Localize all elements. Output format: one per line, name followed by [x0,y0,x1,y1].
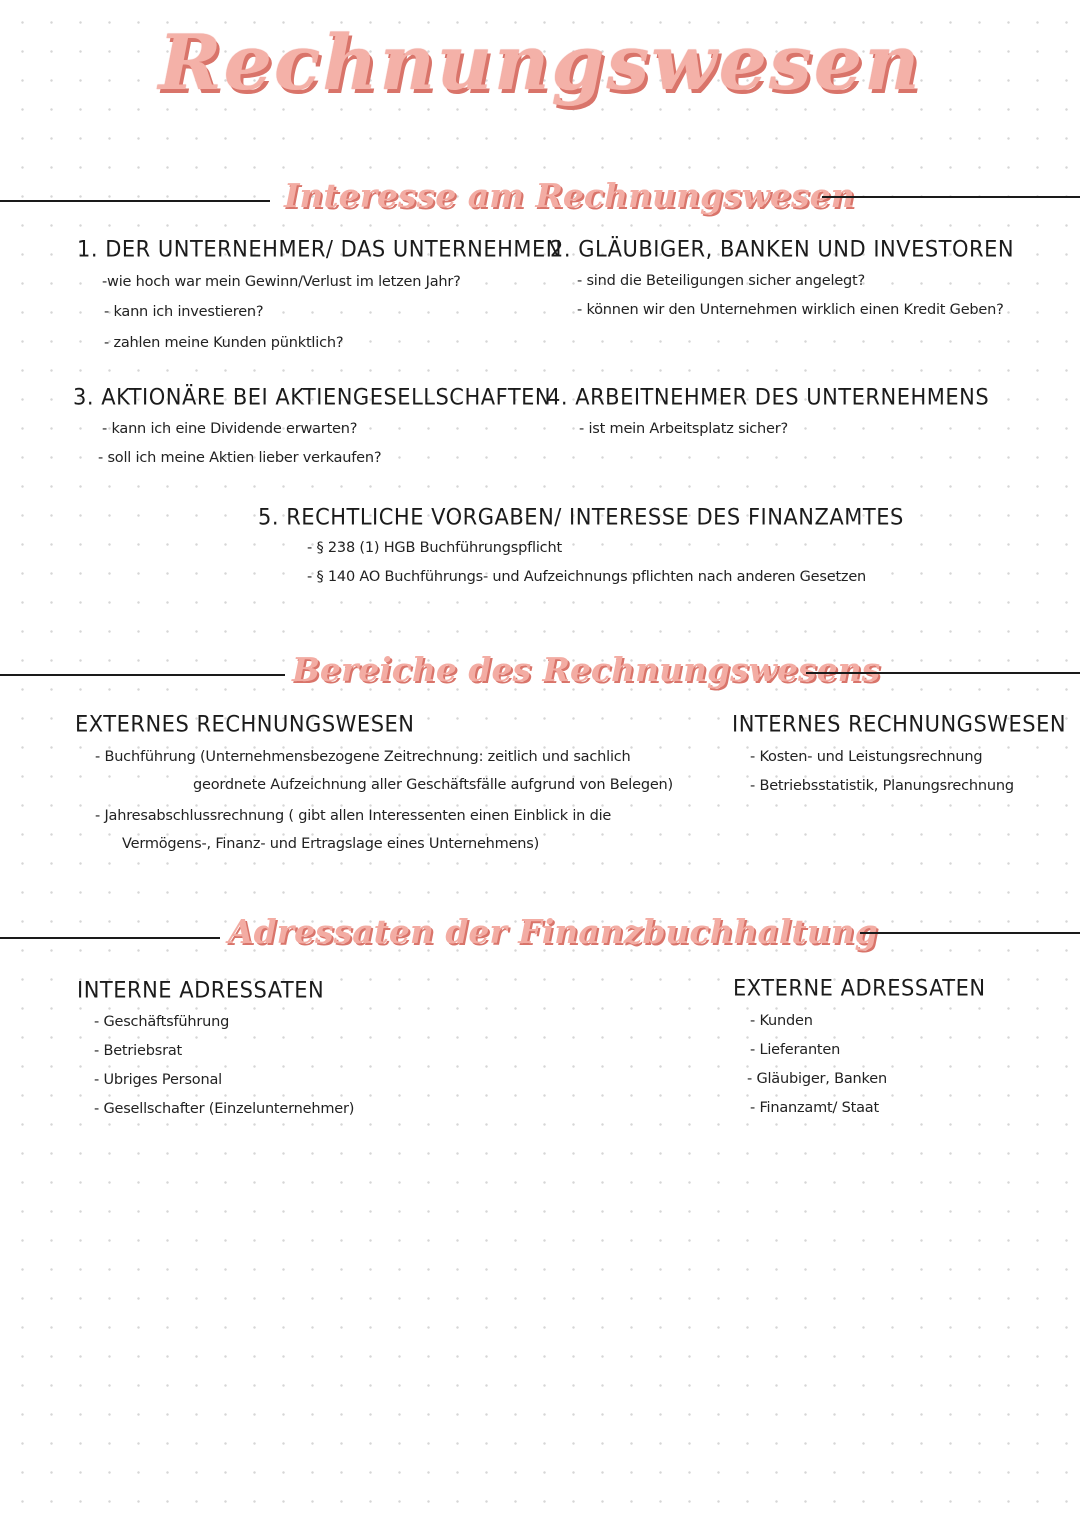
section-title-bereiche: Bereiche des Rechnungswesens [292,650,881,689]
group-heading-aktionaere: 3. AKTIONÄRE BEI AKTIENGESELLSCHAFTEN [73,384,552,410]
section-divider-right [806,672,1080,674]
page-title: Rechnungswesen [158,18,922,107]
list-item: - Gläubiger, Banken [747,1071,887,1087]
group-heading-rechtliche-vorgaben: 5. RECHTLICHE VORGABEN/ INTERESSE DES FINANZAMTES [258,504,904,530]
list-item: - können wir den Unternehmen wirklich einen Kredit Geben? [577,302,1004,318]
list-item: - sind die Beteiligungen sicher angelegt? [577,273,866,289]
list-item: - Lieferanten [750,1042,841,1058]
list-item: - Ubriges Personal [94,1072,222,1088]
heading-externe-adressaten: EXTERNE ADRESSATEN [733,975,986,1001]
section-title-adressaten: Adressaten der Finanzbuchhaltung [228,912,878,951]
list-item: - soll ich meine Aktien lieber verkaufen? [98,450,382,466]
list-item: Vermögens-, Finanz- und Ertragslage eines Unternehmens) [122,836,540,852]
list-item: - § 238 (1) HGB Buchführungspflicht [307,540,562,556]
list-item: -wie hoch war mein Gewinn/Verlust im letzen Jahr? [102,274,461,290]
group-heading-unternehmer: 1. DER UNTERNEHMER/ DAS UNTERNEHMEN [77,236,562,262]
list-item: - Kosten- und Leistungsrechnung [750,749,983,765]
list-item: - kann ich investieren? [104,304,264,320]
group-heading-arbeitnehmer: 4. ARBEITNEHMER DES UNTERNEHMENS [547,384,990,410]
list-item: - ist mein Arbeitsplatz sicher? [579,421,789,437]
list-item: - Finanzamt/ Staat [750,1100,879,1116]
list-item: - kann ich eine Dividende erwarten? [102,421,358,437]
list-item: - Buchführung (Unternehmensbezogene Zeitrechnung: zeitlich und sachlich [95,749,631,765]
section-divider-left [0,674,285,676]
list-item: - Gesellschafter (Einzelunternehmer) [94,1101,355,1117]
group-heading-glaeubiger: 2. GLÄUBIGER, BANKEN UND INVESTOREN [550,236,1015,262]
list-item: - Geschäftsführung [94,1014,230,1030]
list-item: - Jahresabschlussrechnung ( gibt allen Interessenten einen Einblick in die [95,808,612,824]
section-divider-right [860,932,1080,934]
section-divider-right [822,196,1080,198]
list-item: geordnete Aufzeichnung aller Geschäftsfälle aufgrund von Belegen) [193,777,673,793]
heading-interne-adressaten: INTERNE ADRESSATEN [77,977,325,1003]
list-item: - Betriebsstatistik, Planungsrechnung [750,778,1014,794]
list-item: - § 140 AO Buchführungs- und Aufzeichnungs pflichten nach anderen Gesetzen [307,569,867,585]
section-title-interesse: Interesse am Rechnungswesen [284,176,855,215]
list-item: - Kunden [750,1013,813,1029]
heading-externes-rechnungswesen: EXTERNES RECHNUNGSWESEN [75,711,415,737]
list-item: - zahlen meine Kunden pünktlich? [104,335,344,351]
section-divider-left [0,937,220,939]
list-item: - Betriebsrat [94,1043,182,1059]
heading-internes-rechnungswesen: INTERNES RECHNUNGSWESEN [732,711,1067,737]
section-divider-left [0,200,270,202]
